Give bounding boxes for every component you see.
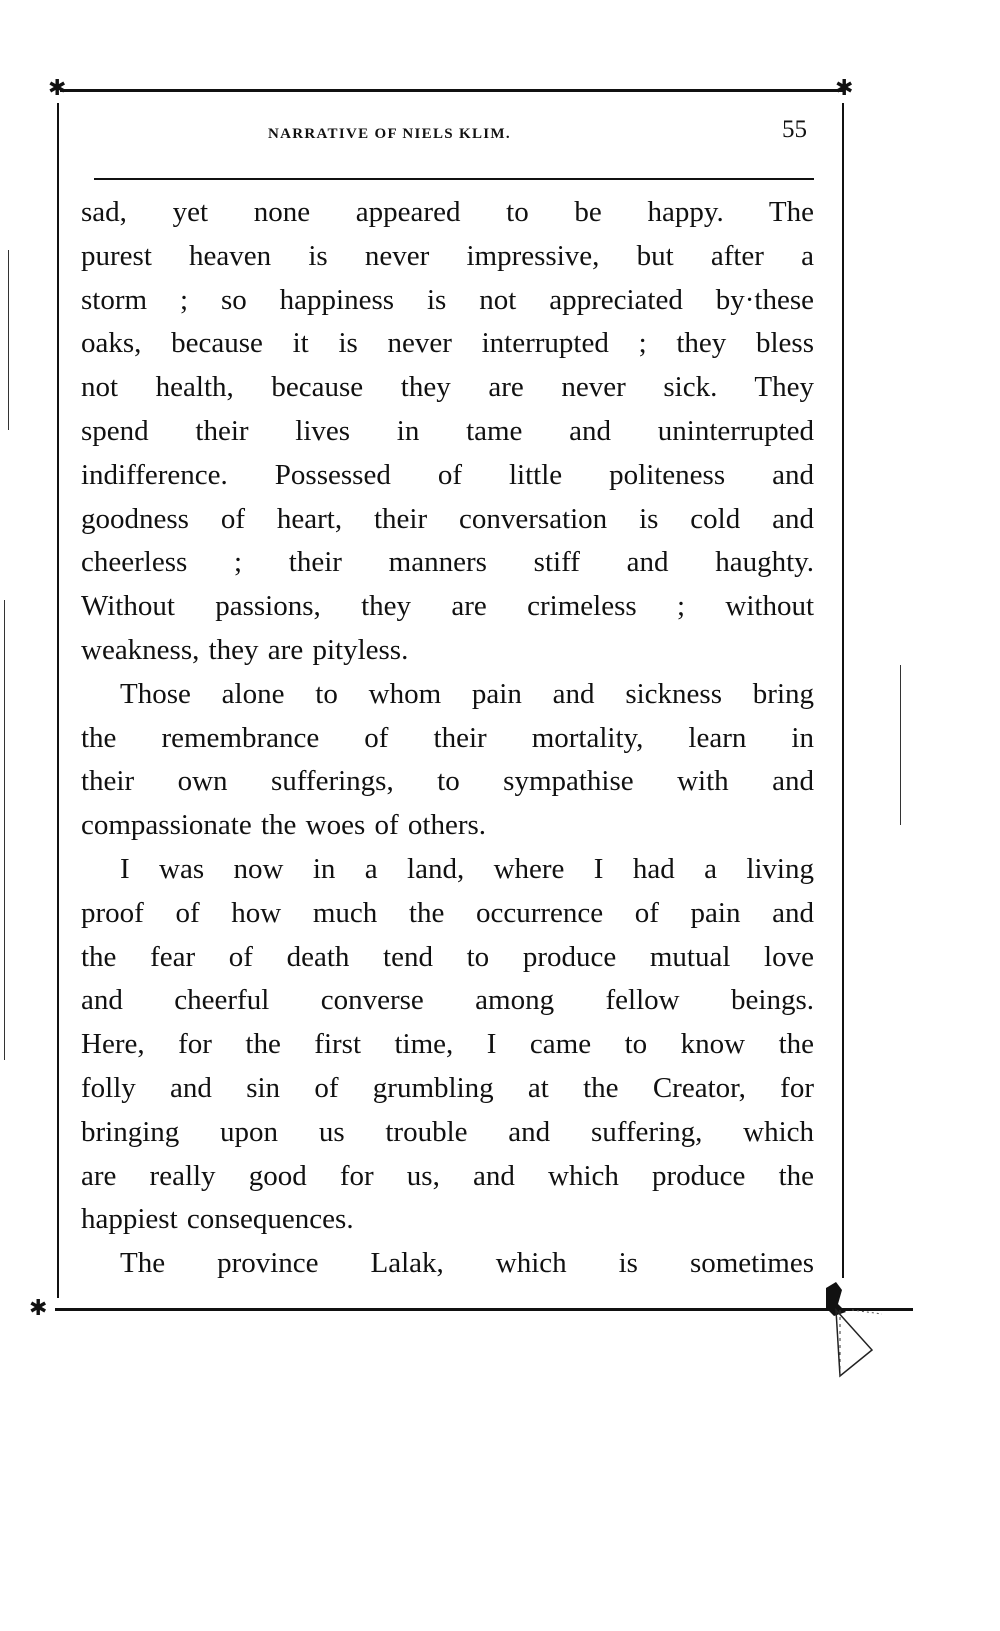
text-line: goodness of heart, their conversation is cold and — [81, 502, 814, 535]
text-line: spend their lives in tame and uninterrupted — [81, 414, 814, 447]
text-line: bringing upon us trouble and suffering, which — [81, 1115, 814, 1148]
text-line: compassionate the woes of others. — [81, 809, 487, 842]
text-line: not health, because they are never sick. They — [81, 371, 814, 404]
text-line: their own sufferings, to sympathise with and — [81, 765, 814, 798]
text-line: and cheerful converse among fellow beings. — [81, 984, 814, 1017]
text-line: purest heaven is never impressive, but after a — [81, 239, 814, 272]
left-frame-border — [57, 103, 59, 1298]
body-text — [81, 191, 814, 1286]
right-frame-border — [842, 103, 844, 1278]
margin-mark — [8, 250, 9, 430]
corner-star-icon: ✱ — [48, 76, 67, 101]
text-line: Those alone to whom pain and sickness bring — [120, 677, 814, 710]
margin-mark — [4, 600, 5, 1060]
text-line: The province Lalak, which is sometimes — [120, 1247, 814, 1280]
header-rule — [94, 178, 814, 180]
top-frame-rule — [60, 89, 844, 92]
text-line: the remembrance of their mortality, learn in — [81, 721, 814, 754]
bottom-frame-rule — [55, 1308, 913, 1311]
text-line: happiest consequences. — [81, 1203, 354, 1236]
text-line: Here, for the first time, I came to know the — [81, 1028, 814, 1061]
text-line: cheerless ; their manners stiff and haughty. — [81, 546, 814, 579]
text-line: Without passions, they are crimeless ; without — [81, 590, 814, 623]
corner-star-icon: ✱ — [835, 76, 854, 101]
text-line: storm ; so happiness is not appreciated by·these — [81, 283, 814, 316]
text-line: proof of how much the occurrence of pain and — [81, 896, 814, 929]
text-line: indifference. Possessed of little politeness and — [81, 458, 814, 491]
margin-mark — [900, 665, 901, 825]
text-line: the fear of death tend to produce mutual love — [81, 940, 814, 973]
text-line: are really good for us, and which produce the — [81, 1159, 814, 1192]
page-number: 55 — [782, 116, 807, 143]
running-head: NARRATIVE OF NIELS KLIM. — [268, 126, 511, 142]
ink-blot-ornament — [812, 1280, 882, 1380]
corner-star-icon: ✱ — [29, 1296, 48, 1321]
text-line: weakness, they are pityless. — [81, 633, 409, 666]
text-line: oaks, because it is never interrupted ; they bless — [81, 327, 814, 360]
text-line: folly and sin of grumbling at the Creator, for — [81, 1071, 814, 1104]
text-line: sad, yet none appeared to be happy. The — [81, 196, 814, 228]
text-line: I was now in a land, where I had a living — [120, 852, 814, 885]
